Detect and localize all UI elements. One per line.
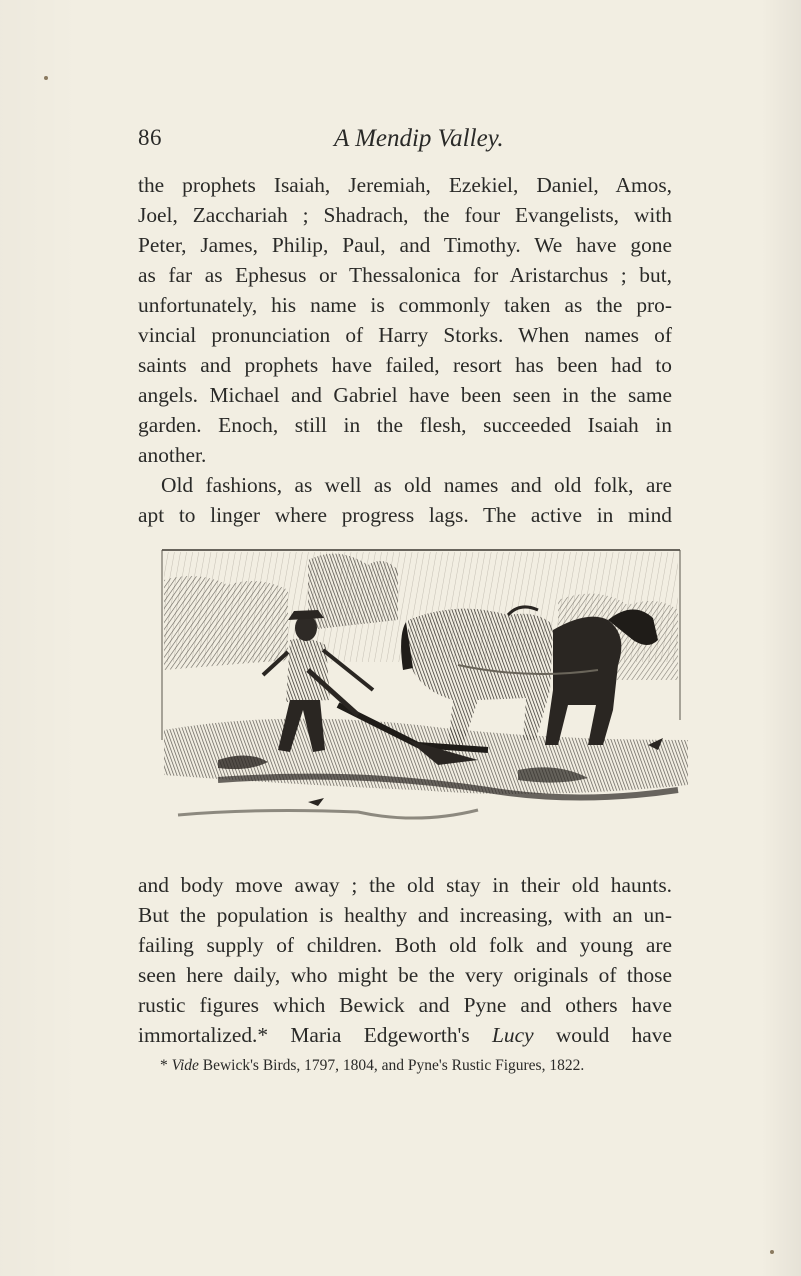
text-line: rustic figures which Bewick and Pyne and others have — [138, 993, 672, 1017]
ploughman-engraving — [158, 540, 688, 830]
tree-clump — [308, 554, 398, 630]
paper-speck — [770, 1250, 774, 1254]
text-line: failing supply of children. Both old folk and young are — [138, 933, 672, 957]
text-line-with-italic — [138, 1020, 672, 1050]
footnote — [160, 1057, 672, 1075]
body-text-top — [138, 170, 672, 530]
paper-speck — [44, 76, 48, 80]
text-line: seen here daily, who might be the very originals of those — [138, 963, 672, 987]
text-line: the prophets Isaiah, Jeremiah, Ezekiel, Daniel, Amos, — [138, 173, 672, 197]
text-line: vincial pronunciation of Harry Storks. When names of — [138, 323, 672, 347]
footnote-marker: * — [160, 1057, 172, 1074]
text-line: another. — [138, 443, 207, 467]
line-segment: would have — [533, 1023, 672, 1047]
paragraph-1 — [138, 170, 672, 470]
tree-line-left — [164, 576, 288, 670]
text-line: Old fashions, as well as old names and old folk, are — [161, 473, 672, 497]
text-line: and body move away ; the old stay in their old haunts. — [138, 873, 672, 897]
body-text-bottom — [138, 870, 672, 1050]
footnote-text: Bewick's Birds, 1797, 1804, and Pyne's Rustic Figures, 1822. — [198, 1057, 585, 1074]
engraving-illustration — [158, 540, 688, 830]
text-line: angels. Michael and Gabriel have been seen in the same — [138, 383, 672, 407]
running-title: A Mendip Valley. — [334, 125, 504, 152]
line-segment: immortalized.* Maria Edgeworth's — [138, 1023, 492, 1047]
text-line: Joel, Zacchariah ; Shadrach, the four Evangelists, with — [138, 203, 672, 227]
running-head — [138, 125, 672, 157]
text-line: unfortunately, his name is commonly taken as the pro- — [138, 293, 672, 317]
text-line: saints and prophets have failed, resort has been had to — [138, 353, 672, 377]
text-line: apt to linger where progress lags. The active in mind — [138, 503, 672, 527]
page-number: 86 — [138, 125, 162, 150]
text-line: Peter, James, Philip, Paul, and Timothy. We have gone — [138, 233, 672, 257]
paragraph-2 — [138, 470, 672, 530]
paragraph-3 — [138, 870, 672, 1050]
footnote-vide: Vide — [171, 1057, 199, 1074]
text-line: as far as Ephesus or Thessalonica for Aristarchus ; but, — [138, 263, 672, 287]
italic-title: Lucy — [492, 1023, 534, 1047]
text-line: garden. Enoch, still in the flesh, succeeded Isaiah in — [138, 413, 672, 437]
text-line: But the population is healthy and increasing, with an un- — [138, 903, 672, 927]
